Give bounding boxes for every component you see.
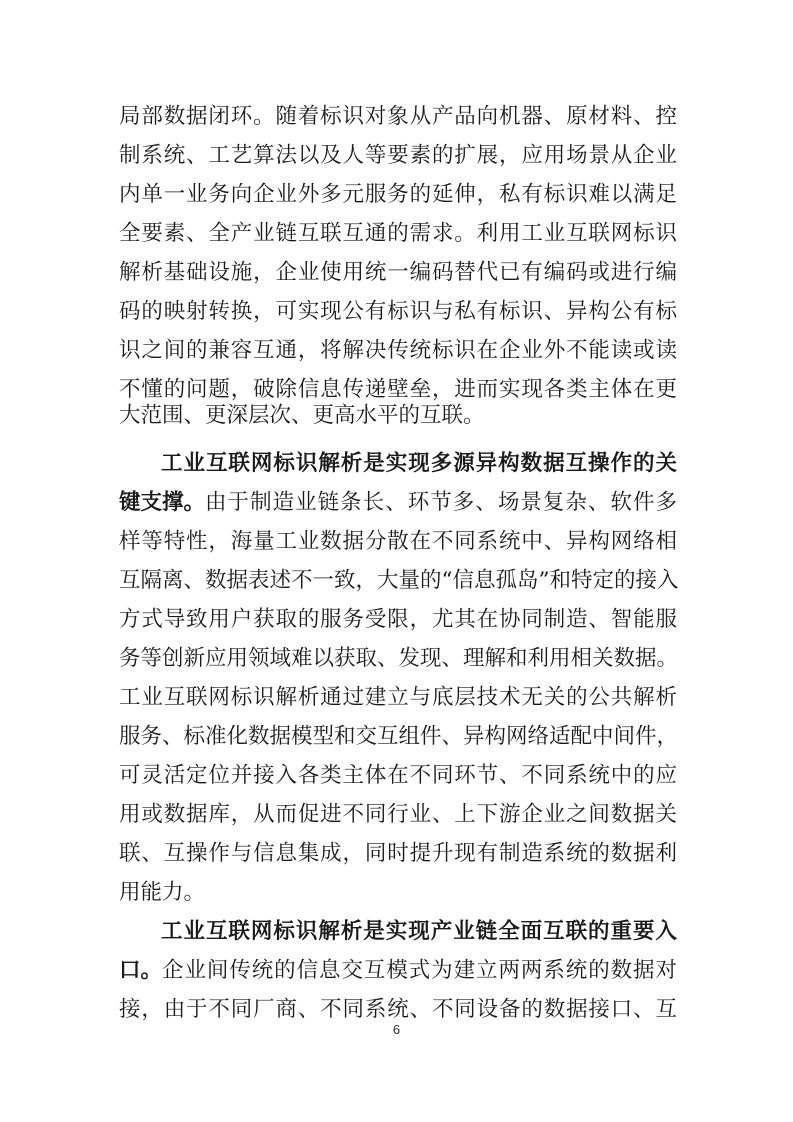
paragraph-1-line-5: 解析基础设施，企业使用统一编码替代已有编码或进行编 [119, 260, 677, 285]
page-number: 6 [392, 1022, 401, 1037]
paragraph-3-heading-line: 工业互联网标识解析是实现产业链全面互联的重要入 [161, 919, 677, 944]
paragraph-2-line-10: 用或数据库，从而促进不同行业、上下游企业之间数据关 [119, 802, 677, 827]
paragraph-2-line-3: 样等特性，海量工业数据分散在不同系统中、异构网络相 [119, 529, 677, 554]
paragraph-2-line-5: 方式导致用户获取的服务受限，尤其在协同制造、智能服 [119, 607, 677, 632]
paragraph-1-line-3: 内单一业务向企业外多元服务的延伸，私有标识难以满足 [119, 182, 677, 207]
paragraph-1-line-7: 识之间的兼容互通，将解决传统标识在企业外不能读或读 [119, 338, 677, 363]
paragraph-2-bold-tail: 键支撑。 [119, 490, 206, 515]
paragraph-2-line-4: 互隔离、数据表述不一致，大量的“信息孤岛”和特定的接入 [119, 568, 679, 593]
paragraph-3-line-2 [119, 952, 677, 990]
paragraph-2-line-2-text: 由于制造业链条长、环节多、场景复杂、软件多 [205, 490, 677, 515]
paragraph-3-bold-tail: 口。 [119, 958, 163, 983]
paragraph-1-line-4: 全要素、全产业链互联互通的需求。利用工业互联网标识 [119, 221, 677, 246]
paragraph-1-line-2: 制系统、工艺算法以及人等要素的扩展，应用场景从企业 [119, 143, 677, 168]
paragraph-2-line-9: 可灵活定位并接入各类主体在不同环节、不同系统中的应 [119, 763, 677, 788]
paragraph-2-heading-line: 工业互联网标识解析是实现多源异构数据互操作的关 [161, 451, 677, 476]
paragraph-2-line-8: 服务、标准化数据模型和交互组件、异构网络适配中间件， [119, 724, 679, 749]
paragraph-2-line-7: 工业互联网标识解析通过建立与底层技术无关的公共解析 [119, 685, 677, 710]
paragraph-2-line-2 [119, 484, 677, 522]
paragraph-2-line-6: 务等创新应用领域难以获取、发现、理解和利用相关数据。 [119, 646, 679, 671]
paragraph-3-line-2-text: 企业间传统的信息交互模式为建立两两系统的数据对 [162, 958, 677, 983]
paragraph-1-line-6: 码的映射转换，可实现公有标识与私有标识、异构公有标 [119, 299, 677, 324]
paragraph-1-line-9: 大范围、更深层次、更高水平的互联。 [119, 403, 485, 428]
paragraph-1-line-1: 局部数据闭环。随着标识对象从产品向机器、原材料、控 [119, 104, 677, 129]
paragraph-3-line-3: 接，由于不同厂商、不同系统、不同设备的数据接口、互 [119, 997, 677, 1022]
paragraph-2-line-11: 联、互操作与信息集成，同时提升现有制造系统的数据利 [119, 841, 677, 866]
paragraph-1-line-8: 不懂的问题，破除信息传递壁垒，进而实现各类主体在更 [119, 377, 677, 402]
paragraph-2-line-12: 用能力。 [119, 880, 206, 905]
